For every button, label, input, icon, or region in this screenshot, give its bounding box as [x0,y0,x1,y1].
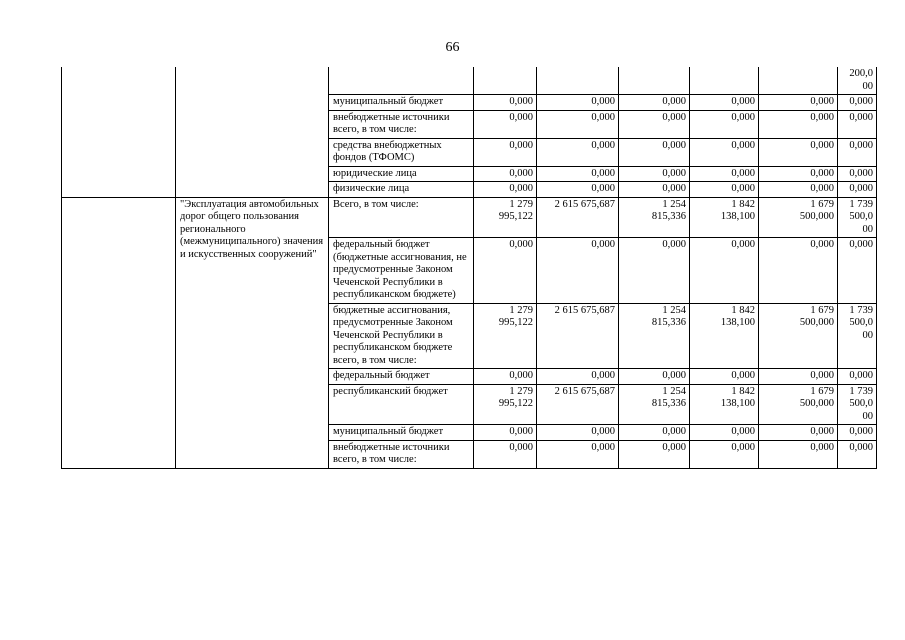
page-number: 66 [445,40,460,55]
budget-table [61,67,877,469]
value-cell: 1 254 815,336 [619,303,690,369]
value-cell: 0,000 [838,238,877,304]
value-cell: 0,000 [474,440,537,468]
value-cell: 0,000 [690,238,759,304]
value-cell: 0,000 [759,369,838,385]
source-cell: физические лица [329,182,474,198]
table-row [62,197,877,238]
value-cell: 0,000 [838,166,877,182]
value-cell: 2 615 675,687 [537,303,619,369]
value-cell [759,67,838,95]
value-cell: 2 615 675,687 [537,384,619,425]
source-cell: юридические лица [329,166,474,182]
source-cell: Всего, в том числе: [329,197,474,238]
value-cell: 0,000 [759,425,838,441]
value-cell: 0,000 [474,138,537,166]
source-cell: республиканский бюджет [329,384,474,425]
value-cell [537,67,619,95]
value-cell: 0,000 [838,95,877,111]
value-cell: 0,000 [838,425,877,441]
number-cell [62,197,176,468]
value-cell: 1 679 500,000 [759,384,838,425]
table-body [62,67,877,468]
value-cell: 0,000 [690,138,759,166]
value-cell: 0,000 [619,440,690,468]
value-cell: 0,000 [759,182,838,198]
source-cell: бюджетные ассигнования, предусмотренные Законом Чеченской Республики в республиканском бюджете всего, в том числе: [329,303,474,369]
value-cell: 0,000 [759,166,838,182]
value-cell: 0,000 [838,369,877,385]
value-cell: 2 615 675,687 [537,197,619,238]
value-cell: 0,000 [759,440,838,468]
value-cell: 1 679 500,000 [759,197,838,238]
value-cell: 0,000 [619,95,690,111]
value-cell: 0,000 [474,166,537,182]
value-cell: 0,000 [619,369,690,385]
number-cell [62,67,176,197]
value-cell: 0,000 [690,425,759,441]
value-cell: 0,000 [537,425,619,441]
value-cell: 200,0 00 [838,67,877,95]
value-cell: 1 279 995,122 [474,197,537,238]
value-cell: 0,000 [690,440,759,468]
value-cell: 0,000 [619,425,690,441]
value-cell: 0,000 [619,110,690,138]
value-cell: 1 279 995,122 [474,303,537,369]
source-cell: федеральный бюджет (бюджетные ассигнования, не предусмотренные Законом Чеченской Республики в республиканском бюджете) [329,238,474,304]
value-cell: 0,000 [838,110,877,138]
name-cell [176,67,329,197]
value-cell: 1 254 815,336 [619,197,690,238]
value-cell: 0,000 [759,238,838,304]
value-cell: 0,000 [474,182,537,198]
source-cell: средства внебюджетных фондов (ТФОМС) [329,138,474,166]
source-cell: внебюджетные источники всего, в том числе: [329,440,474,468]
value-cell: 0,000 [619,138,690,166]
value-cell: 0,000 [690,182,759,198]
value-cell: 0,000 [759,110,838,138]
value-cell: 1 739 500,0 00 [838,197,877,238]
program-name-cell: "Эксплуатация автомобильных дорог общего пользования регионального (межмуниципального) значения и искусственных сооружений" [176,197,329,468]
source-cell: муниципальный бюджет [329,425,474,441]
value-cell: 0,000 [537,238,619,304]
value-cell: 0,000 [474,238,537,304]
source-cell: федеральный бюджет [329,369,474,385]
value-cell: 0,000 [759,95,838,111]
value-cell: 0,000 [619,182,690,198]
value-cell: 1 842 138,100 [690,384,759,425]
value-cell [619,67,690,95]
value-cell: 0,000 [690,95,759,111]
value-cell: 1 842 138,100 [690,197,759,238]
value-cell: 0,000 [537,138,619,166]
value-cell: 1 679 500,000 [759,303,838,369]
value-cell: 0,000 [537,369,619,385]
value-cell: 0,000 [537,95,619,111]
value-cell: 0,000 [474,425,537,441]
value-cell: 0,000 [838,182,877,198]
table-row [62,67,877,95]
value-cell: 0,000 [759,138,838,166]
value-cell: 0,000 [537,166,619,182]
source-cell: внебюджетные источники всего, в том числе: [329,110,474,138]
value-cell: 0,000 [474,110,537,138]
value-cell: 0,000 [690,166,759,182]
value-cell: 0,000 [474,95,537,111]
value-cell: 1 842 138,100 [690,303,759,369]
value-cell: 1 739 500,0 00 [838,384,877,425]
value-cell: 1 739 500,0 00 [838,303,877,369]
value-cell [474,67,537,95]
value-cell: 0,000 [838,138,877,166]
value-cell: 0,000 [690,369,759,385]
value-cell: 0,000 [619,238,690,304]
value-cell [690,67,759,95]
value-cell: 1 279 995,122 [474,384,537,425]
value-cell: 0,000 [474,369,537,385]
value-cell: 1 254 815,336 [619,384,690,425]
value-cell: 0,000 [537,182,619,198]
source-cell: муниципальный бюджет [329,95,474,111]
source-cell [329,67,474,95]
value-cell: 0,000 [537,110,619,138]
value-cell: 0,000 [690,110,759,138]
value-cell: 0,000 [537,440,619,468]
value-cell: 0,000 [619,166,690,182]
value-cell: 0,000 [838,440,877,468]
